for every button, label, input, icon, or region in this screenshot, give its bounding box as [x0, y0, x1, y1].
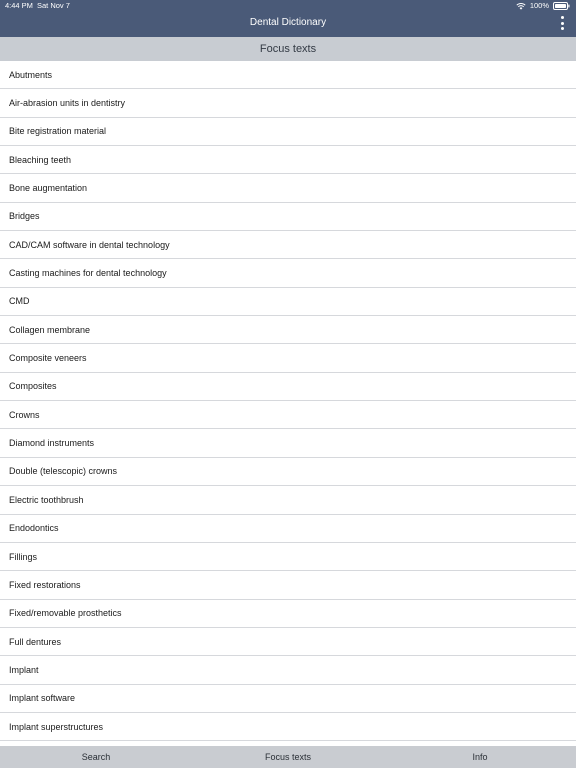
- battery-percentage: 100%: [529, 1, 549, 10]
- list-item[interactable]: Casting machines for dental technology: [0, 259, 576, 287]
- list-item[interactable]: Air-abrasion units in dentistry: [0, 89, 576, 117]
- list-item[interactable]: Implant: [0, 656, 576, 684]
- list-item[interactable]: Endodontics: [0, 515, 576, 543]
- list-item[interactable]: Abutments: [0, 61, 576, 89]
- list-item[interactable]: Crowns: [0, 401, 576, 429]
- list-item[interactable]: Fillings: [0, 543, 576, 571]
- status-indicators: [516, 0, 570, 12]
- list-item[interactable]: Composites: [0, 373, 576, 401]
- page-title: Dental Dictionary: [249, 17, 327, 28]
- list-item[interactable]: CMD: [0, 288, 576, 316]
- list-item[interactable]: Collagen membrane: [0, 316, 576, 344]
- list-item[interactable]: Composite veneers: [0, 344, 576, 372]
- tab-info[interactable]: Info: [472, 752, 488, 762]
- focus-texts-list: [0, 61, 576, 746]
- status-bar: [0, 0, 576, 12]
- list-item[interactable]: Electric toothbrush: [0, 486, 576, 514]
- section-header: Focus texts: [0, 37, 576, 61]
- list-item[interactable]: Implant software: [0, 685, 576, 713]
- list-item[interactable]: Fixed restorations: [0, 571, 576, 599]
- list-item[interactable]: Diamond instruments: [0, 429, 576, 457]
- list-item[interactable]: CAD/CAM software in dental technology: [0, 231, 576, 259]
- status-date: Sat Nov 7: [37, 1, 70, 10]
- list-item[interactable]: Fixed/removable prosthetics: [0, 600, 576, 628]
- tab-search[interactable]: Search: [81, 752, 111, 762]
- wifi-icon: [516, 2, 526, 10]
- tab-focus-texts[interactable]: Focus texts: [264, 752, 311, 762]
- list-item[interactable]: Implant superstructures: [0, 713, 576, 741]
- more-vertical-icon[interactable]: [559, 16, 565, 30]
- tab-bar: [0, 746, 576, 768]
- list-item[interactable]: Bite registration material: [0, 118, 576, 146]
- list-item[interactable]: Bone augmentation: [0, 174, 576, 202]
- battery-icon: [553, 2, 570, 10]
- list-item[interactable]: Bleaching teeth: [0, 146, 576, 174]
- list-item[interactable]: Bridges: [0, 203, 576, 231]
- navigation-bar: [0, 0, 576, 37]
- list-item[interactable]: Full dentures: [0, 628, 576, 656]
- list-item[interactable]: Double (telescopic) crowns: [0, 458, 576, 486]
- status-time: 4:44 PM: [5, 1, 33, 10]
